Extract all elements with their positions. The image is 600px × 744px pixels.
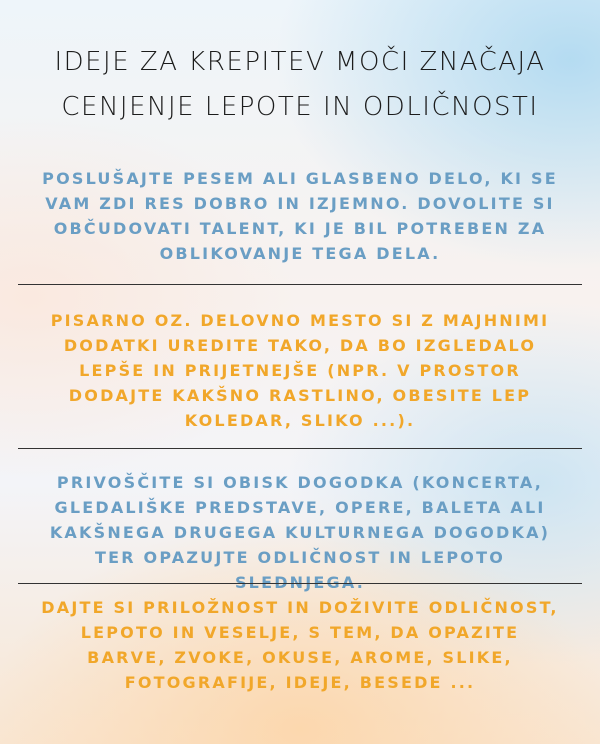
idea-item-music: POSLUŠAJTE PESEM ALI GLASBENO DELO, KI SE VAM ZDI RES DOBRO IN IZJEMNO. DOVOLITE SI OBČUDOVATI TALENT, KI JE BIL POTREBEN ZA OBLIKOVANJE TEGA DELA. bbox=[42, 169, 558, 263]
idea-item-event: PRIVOŠČITE SI OBISK DOGODKA (KONCERTA, GLEDALIŠKE PREDSTAVE, OPERE, BALETA ALI KAKŠNEGA DRUGEGA KULTURNEGA DOGODKA) TER OPAZUJTE ODLIČNOST IN LEPOTO SLEDNJEGA. bbox=[49, 473, 551, 592]
divider bbox=[18, 284, 582, 285]
idea-item-experience: DAJTE SI PRILOŽNOST IN DOŽIVITE ODLIČNOST, LEPOTO IN VESELJE, S TEM, DA OPAZITE BARVE, ZVOKE, OKUSE, AROME, SLIKE, FOTOGRAFIJE, IDEJE, BESEDE ... bbox=[41, 598, 559, 692]
divider bbox=[18, 583, 582, 584]
idea-item-workplace: PISARNO OZ. DELOVNO MESTO SI Z MAJHNIMI DODATKI UREDITE TAKO, DA BO IZGLEDALO LEPŠE IN PRIJETNEJŠE (NPR. V PROSTOR DODAJTE KAKŠNO RASTLINO, OBESITE LEP KOLEDAR, SLIKO ...). bbox=[50, 311, 550, 430]
title-line-2: CENJENJE LEPOTE IN ODLIČNOSTI bbox=[61, 92, 539, 122]
title-line-1: IDEJE ZA KREPITEV MOČI ZNAČAJA bbox=[54, 47, 546, 77]
divider bbox=[18, 448, 582, 449]
